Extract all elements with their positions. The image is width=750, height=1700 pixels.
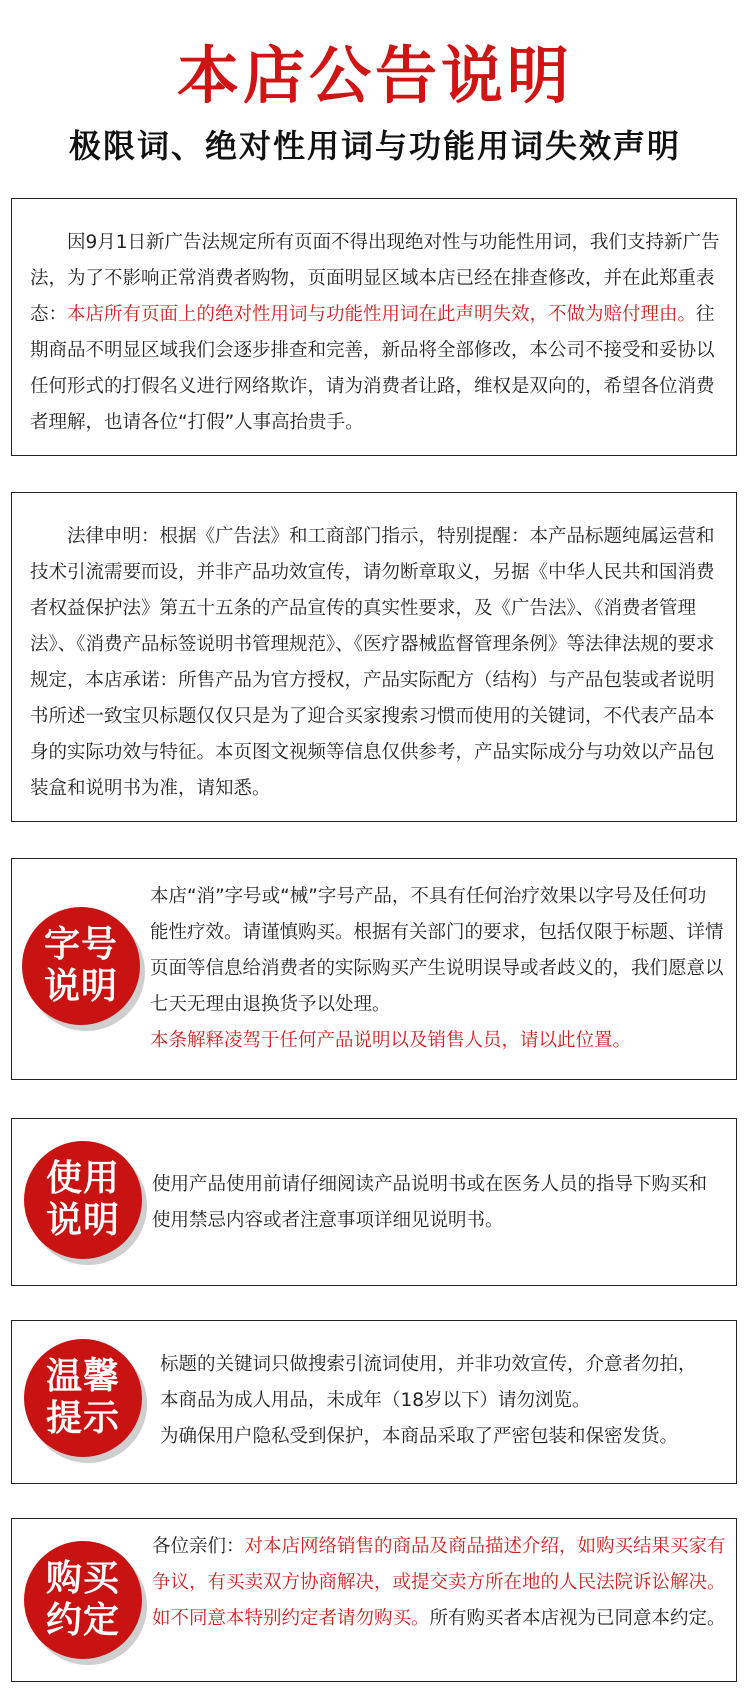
goumai-text xyxy=(152,1529,730,1637)
notice-box-advertising-law xyxy=(11,198,737,456)
shiyong-text: 使用产品使用前请仔细阅读产品说明书或在医务人员的指导下购买和使用禁忌内容或者注意事项详细见说明书。 xyxy=(152,1174,708,1231)
wenxin-badge-line1: 温馨 xyxy=(45,1356,120,1397)
wenxin-line2: 本商品为成人用品，未成年（18岁以下）请勿浏览。 xyxy=(160,1390,591,1411)
goumai-badge-line2: 约定 xyxy=(45,1600,120,1641)
zihao-badge-line2: 说明 xyxy=(43,966,118,1007)
notice-advertising-law-text xyxy=(30,225,720,441)
goumai-badge-line1: 购买 xyxy=(45,1558,120,1599)
notice-red-statement: 本店所有页面上的绝对性用词与功能性用词在此声明失效，不做为赔付理由。 xyxy=(67,304,697,325)
page-subtitle: 极限词、绝对性用词与功能用词失效声明 xyxy=(68,127,681,165)
goumai-red-text: 对本店网络销售的商品及商品描述介绍，如购买结果买家有争议，有买卖双方协商解决，或提交卖方所在地的人民法院诉讼解决。如不同意本特别约定者请勿购买。 xyxy=(152,1536,726,1629)
zihao-badge xyxy=(22,907,140,1025)
wenxin-badge xyxy=(24,1339,142,1457)
shiyong-badge-line1: 使用 xyxy=(45,1158,120,1199)
wenxin-line1: 标题的关键词只做搜索引流词使用，并非功效宣传，介意者勿拍， xyxy=(160,1354,697,1375)
goumai-text-part2: 所有购买者本店视为已同意本约定。 xyxy=(429,1608,726,1629)
notice-text-part2: 往期商品不明显区域我们会逐步排查和完善，新品将全部修改，本公司不接受和妥协以任何形式的打假名义进行网络欺诈，请为消费者让路，维权是双向的，希望各位消费者理解，也请各位“打假”人事高抬贵手。 xyxy=(30,304,715,433)
legal-statement-text: 法律申明：根据《广告法》和工商部门指示，特别提醒：本产品标题纯属运营和技术引流需要而设，并非产品功效宣传，请勿断章取义，另据《中华人民共和国消费者权益保护法》第五十五条的产品宣传的真实性要求，及《广告法》、《消费者管理法》、《消费产品标签说明书管理规范》、《医疗器械监督管理条例》等法律法规的要求规定，本店承诺：所售产品为官方授权，产品实际配方（结构）与产品包装或者说明书所述一致宝贝标题仅仅只是为了迎合买家搜索习惯而使用的关键词，不代表产品本身的实际功效与特征。本页图文视频等信息仅供参考，产品实际成分与功效以产品包装盒和说明书为准，请知悉。 xyxy=(30,526,715,799)
section-box-zihao xyxy=(11,858,737,1080)
zihao-badge-line1: 字号 xyxy=(43,924,118,965)
page-title: 本店公告说明 xyxy=(176,39,573,112)
wenxin-line3: 为确保用户隐私受到保护，本商品采取了严密包装和保密发货。 xyxy=(160,1426,679,1447)
notice-box-legal-statement xyxy=(11,492,737,822)
zihao-red-text: 本条解释凌驾于任何产品说明以及销售人员，请以此位置。 xyxy=(150,1030,632,1051)
goumai-text-part1: 各位亲们： xyxy=(152,1536,245,1557)
wenxin-badge-line2: 提示 xyxy=(45,1398,120,1439)
section-box-shiyong xyxy=(11,1118,737,1286)
shiyong-badge-line2: 说明 xyxy=(45,1200,120,1241)
notice-text-part1: 因9月1日新广告法规定所有页面不得出现绝对性与功能性用词，我们支持新广告法，为了不影响正常消费者购物，页面明显区域本店已经在排查修改，并在此郑重表态： xyxy=(30,232,720,325)
shiyong-badge xyxy=(24,1141,142,1259)
section-box-goumai xyxy=(11,1518,737,1682)
section-box-wenxin xyxy=(11,1320,737,1484)
zihao-text: 本店“消”字号或“械”字号产品，不具有任何治疗效果以字号及任何功能性疗效。请谨慎购买。根据有关部门的要求，包括仅限于标题、详情页面等信息给消费者的实际购买产生说明误导或者歧义的，我们愿意以七天无理由退换货予以处理。 xyxy=(150,886,724,1015)
goumai-badge xyxy=(24,1541,142,1659)
